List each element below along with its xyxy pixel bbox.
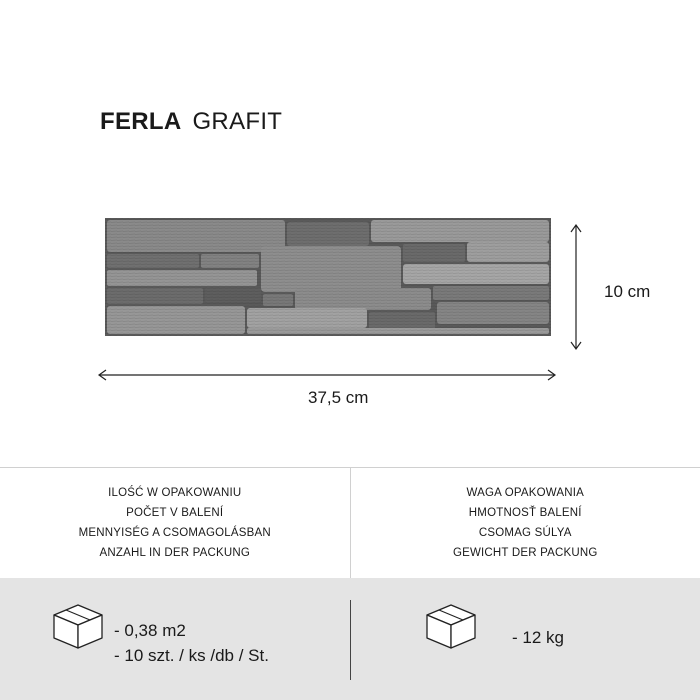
product-title	[100, 108, 282, 136]
box-icon	[423, 601, 479, 651]
weight-header-line: WAGA OPAKOWANIA	[466, 487, 585, 499]
values-band	[0, 578, 700, 700]
height-arrow-icon	[568, 222, 584, 352]
quantity-header-line: POČET V BALENÍ	[126, 507, 224, 519]
weight-header-line: HMOTNOSŤ BALENÍ	[468, 507, 582, 519]
box-icon	[50, 601, 106, 651]
weight-header	[351, 468, 700, 578]
width-arrow-icon	[96, 367, 558, 383]
quantity-header-line: MENNYISÉG A CSOMAGOLÁSBAN	[78, 527, 271, 539]
quantity-pieces: - 10 szt. / ks /db / St.	[114, 646, 269, 665]
height-label: 10 cm	[604, 282, 651, 301]
product-variant: GRAFIT	[192, 108, 283, 135]
quantity-values	[114, 618, 269, 668]
weight-header-line: CSOMAG SÚLYA	[478, 527, 572, 539]
weight-value: - 12 kg	[512, 628, 564, 647]
weight-header-line: GEWICHT DER PACKUNG	[452, 547, 598, 559]
quantity-area: - 0,38 m2	[114, 621, 186, 640]
quantity-header-line: ILOŚĆ W OPAKOWANIU	[108, 487, 242, 499]
stone-panel-image	[105, 218, 551, 336]
stone-panel-drawing	[105, 218, 551, 336]
width-label: 37,5 cm	[308, 388, 369, 407]
quantity-header-line: ANZAHL IN DER PACKUNG	[99, 547, 251, 559]
quantity-header	[0, 468, 351, 578]
values-separator	[350, 600, 351, 680]
product-name: FERLA	[100, 108, 182, 135]
info-headers	[0, 468, 700, 578]
